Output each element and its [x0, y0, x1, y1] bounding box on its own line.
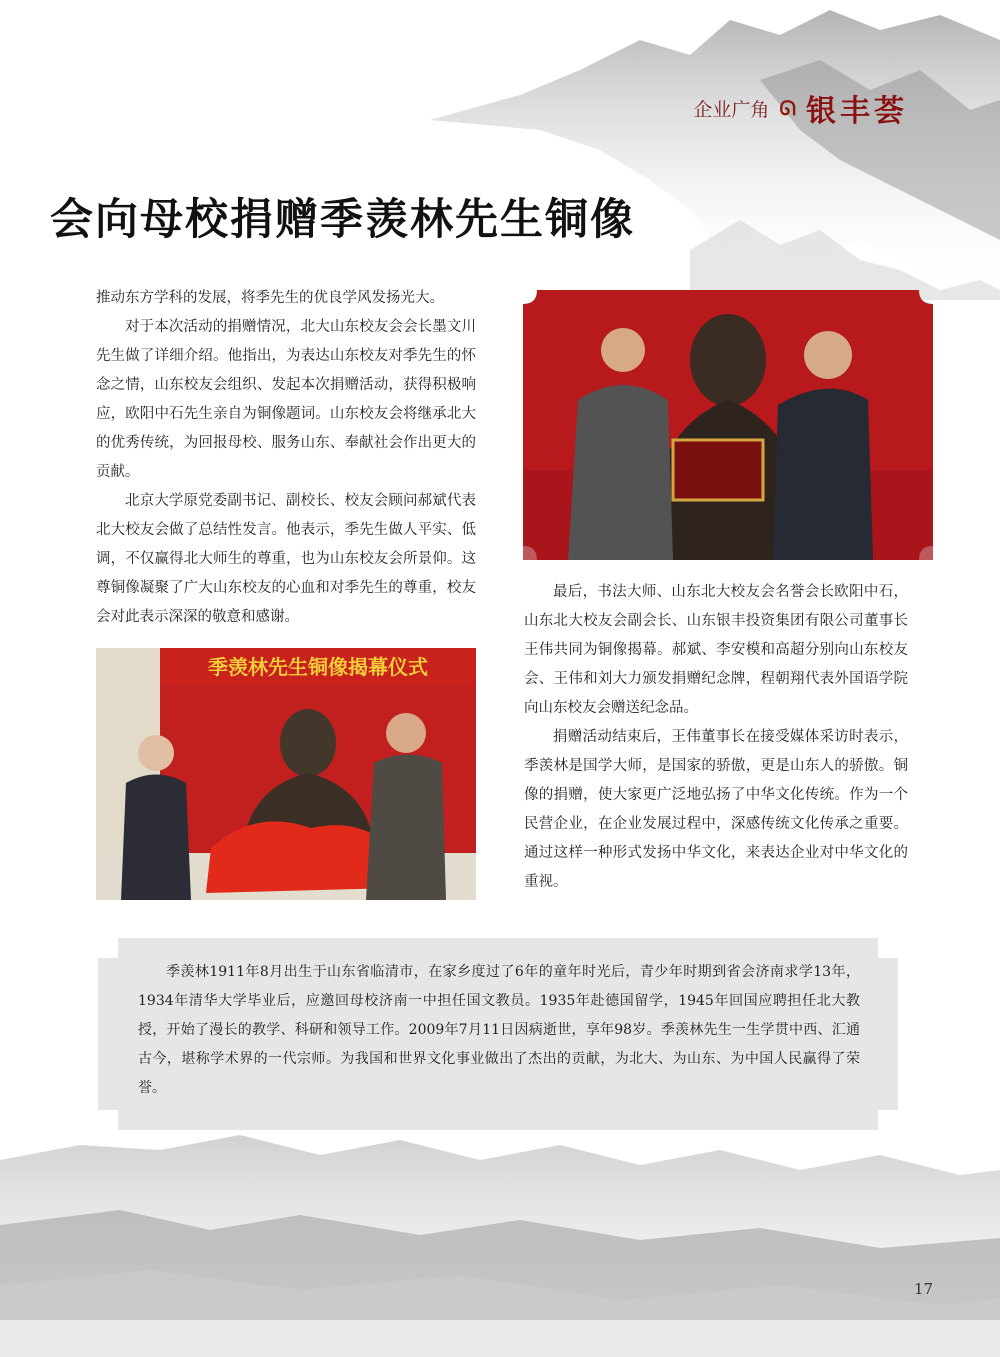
paragraph: 北京大学原党委副书记、副校长、校友会顾问郝斌代表北大校友会做了总结性发言。他表示，季先生做人平实、低调，不仅赢得北大师生的尊重，也为山东校友会所景仰。这尊铜像凝聚了广大山东校友的心血和对季先生的尊重，校友会对此表示深深的敬意和感谢。	[96, 493, 476, 625]
section-label: 企业广角	[693, 98, 770, 121]
swirl-icon: ᘏ	[779, 96, 796, 120]
section-header	[693, 86, 908, 130]
left-column	[96, 284, 476, 632]
brand-logo: 银丰荟	[806, 94, 908, 129]
right-column	[524, 578, 908, 897]
paragraph: 推动东方学科的发展，将季先生的优良学风发扬光大。	[96, 290, 444, 306]
page-number: 17	[914, 1280, 934, 1298]
photo-plaque-presentation	[523, 290, 933, 560]
paragraph: 捐赠活动结束后，王伟董事长在接受媒体采访时表示，季羡林是国学大师，是国家的骄傲，更是山东人的骄傲。铜像的捐赠，使大家更广泛地弘扬了中华文化传统。作为一个民营企业，在企业发展过程中，深感传统文化传承之重要。通过这样一种形式发扬中华文化，来表达企业对中华文化的重视。	[524, 729, 908, 890]
page-title: 会向母校捐赠季羡林先生铜像	[50, 195, 635, 245]
bio-text: 季羡林1911年8月出生于山东省临清市，在家乡度过了6年的童年时光后，青少年时期到省会济南求学13年，1934年清华大学毕业后，应邀回母校济南一中担任国文教员。1935年赴德国留学，1945年回国应聘担任北大教授，开始了漫长的教学、科研和领导工作。2009年7月11日因病逝世，享年98岁。季羡林先生一生学贯中西、汇通古今，堪称学术界的一代宗师。为我国和世界文化事业做出了杰出的贡献，为北大、为山东、为中国人民赢得了荣誉。	[138, 964, 860, 1096]
paragraph: 最后，书法大师、山东北大校友会名誉会长欧阳中石，山东北大校友会副会长、山东银丰投资集团有限公司董事长王伟共同为铜像揭幕。郝斌、李安模和高超分别向山东校友会、王伟和刘大力颁发捐赠纪念牌，程朝翔代表外国语学院向山东校友会赠送纪念品。	[524, 584, 908, 716]
paragraph: 对于本次活动的捐赠情况，北大山东校友会会长墨文川先生做了详细介绍。他指出，为表达山东校友对季先生的怀念之情，山东校友会组织、发起本次捐赠活动，获得积极响应，欧阳中石先生亲自为铜像题词。山东校友会将继承北大的优秀传统，为回报母校、服务山东、奉献社会作出更大的贡献。	[96, 319, 476, 480]
photo-banner-text: 季羡林先生铜像揭幕仪式	[160, 648, 476, 686]
